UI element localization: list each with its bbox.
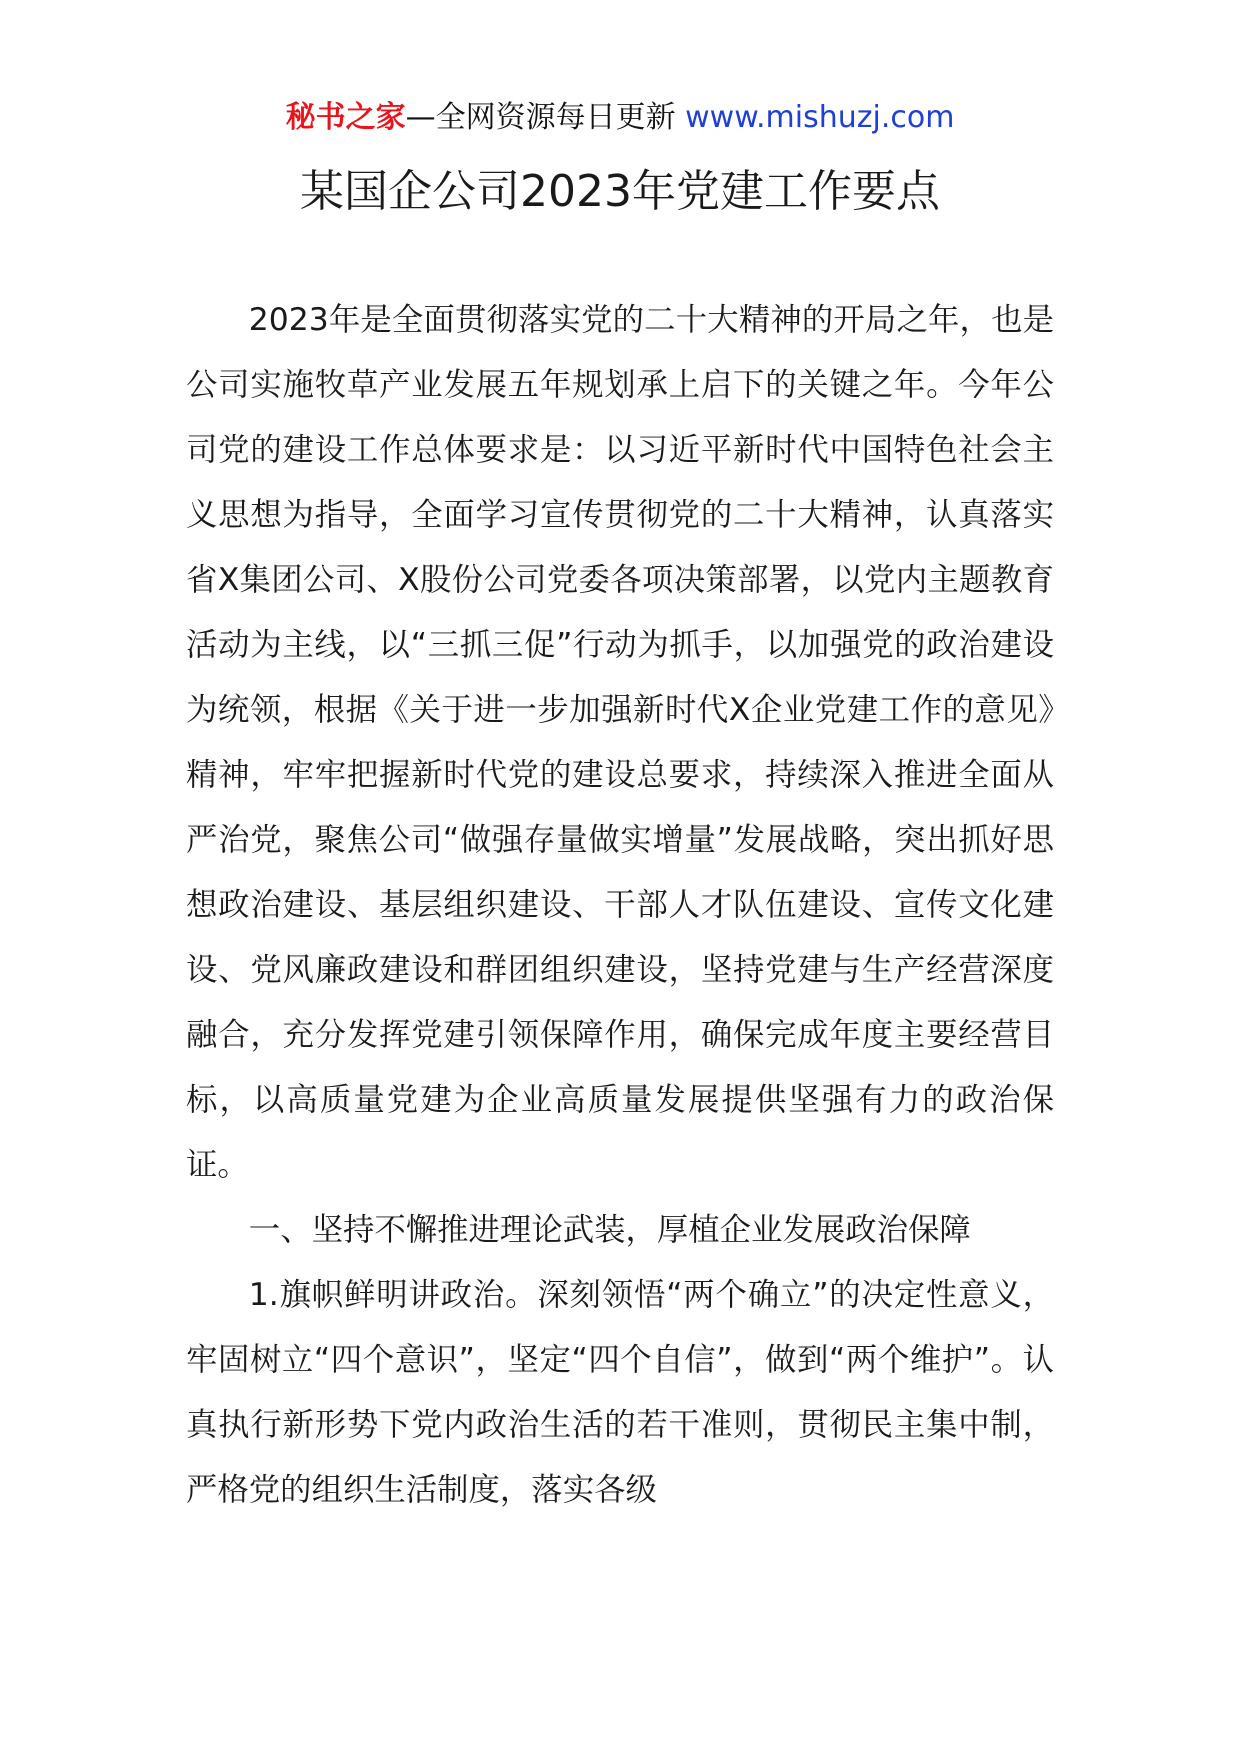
item-paragraph-1: 1.旗帜鲜明讲政治。深刻领悟“两个确立”的决定性意义，牢固树立“四个意识”，坚定“四个自信”，做到“两个维护”。认真执行新形势下党内政治生活的若干准则，贯彻民主集中制，严格党的组织生活制度，落实各级	[186, 1277, 1054, 1508]
section-heading-1: 一、坚持不懈推进理论武装，厚植企业发展政治保障	[248, 1212, 971, 1248]
intro-paragraph: 2023年是全面贯彻落实党的二十大精神的开局之年，也是公司实施牧草产业发展五年规划承上启下的关键之年。今年公司党的建设工作总体要求是：以习近平新时代中国特色社会主义思想为指导，全面学习宣传贯彻党的二十大精神，认真落实省X集团公司、X股份公司党委各项决策部署，以党内主题教育活动为主线，以“三抓三促”行动为抓手，以加强党的政治建设为统领，根据《关于进一步加强新时代X企业党建工作的意见》精神，牢牢把握新时代党的建设总要求，持续深入推进全面从严治党，聚焦公司“做强存量做实增量”发展战略，突出抓好思想政治建设、基层组织建设、干部人才队伍建设、宣传文化建设、党风廉政建设和群团组织建设，坚持党建与生产经营深度融合，充分发挥党建引领保障作用，确保完成年度主要经营目标，以高质量党建为企业高质量发展提供坚强有力的政治保证。	[186, 302, 1054, 1183]
brand-name: 秘书之家	[285, 100, 406, 135]
document-title: 某国企公司2023年党建工作要点	[300, 166, 940, 217]
header-slogan: —全网资源每日更新	[405, 100, 686, 135]
watermark-header	[0, 98, 1240, 138]
site-url-link[interactable]: www.mishuzj.com	[685, 100, 955, 135]
document-body	[186, 288, 1054, 1523]
